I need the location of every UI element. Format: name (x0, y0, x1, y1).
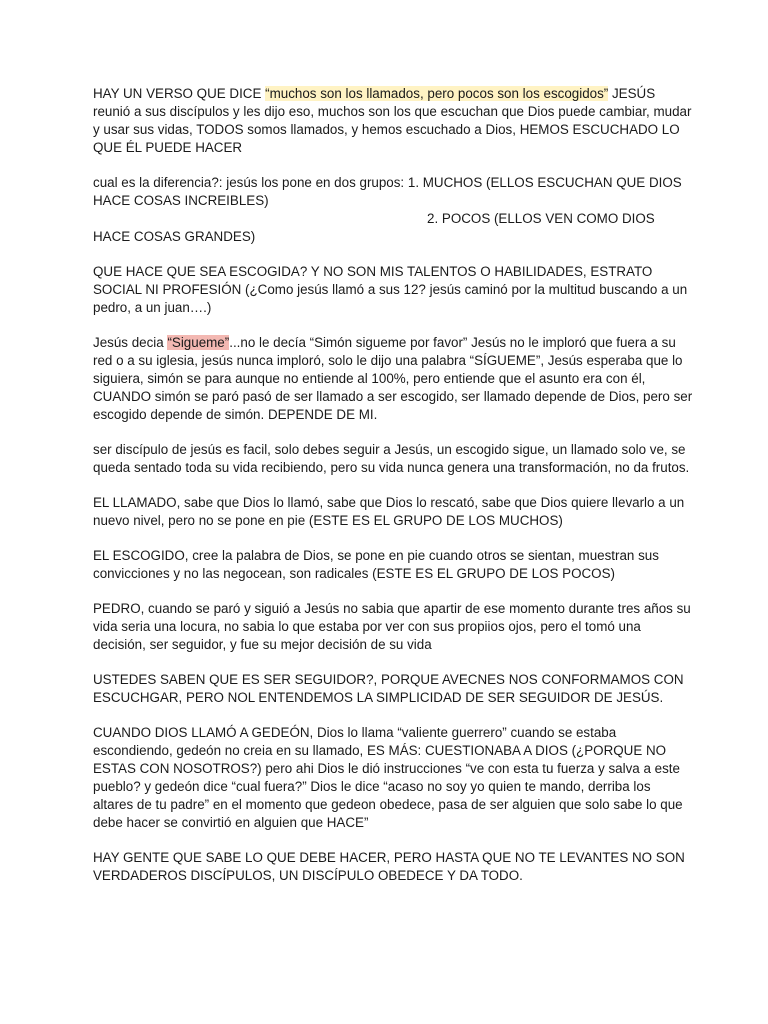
paragraph-text: HAY UN VERSO QUE DICE (93, 86, 266, 101)
highlighted-quote: “muchos son los llamados, pero pocos son los escogidos” (265, 86, 609, 101)
paragraph-text: cual es la diferencia?: jesús los pone en dos grupos: 1. MUCHOS (ELLOS ESCUCHAN QUE DIOS HACE COSAS INCREIBLES) (93, 175, 682, 208)
paragraph-text: JESÚS reunió a sus discípulos y les dijo eso, muchos son los que escuchan que Dios puede cambiar, mudar y usar sus vidas, TODOS somos llamados, y hemos escuchado a Dios, HEMOS ESCUCHADO LO QUE ÉL PUEDE HACER (93, 86, 692, 155)
indented-line: 2. POCOS (ELLOS VEN COMO DIOS (427, 211, 655, 226)
highlighted-quote: “Sigueme” (167, 335, 230, 350)
paragraph-gedeon: CUANDO DIOS LLAMÓ A GEDEÓN, Dios lo llama “valiente guerrero” cuando se estaba escondiendo, gedeón no creia en su llamado, ES MÁS: CUESTIONABA A DIOS (¿PORQUE NO ESTAS CON NOSOTROS?) pero ahi Dios le dió instrucciones “ve con esta tu fuerza y salva a este pueblo? y gedeón dice “cual fuera?” Dios le dice “acaso no soy yo quien te mando, derriba los altares de tu padre” en el momento que gedeon obedece, pasa de ser alguien que solo sabe lo que debe hacer se convirtió en alguien que HACE” (93, 725, 683, 830)
paragraph-text: ...no le decía “Simón sigueme por favor” Jesús no le imploró que fuera a su red o a su iglesia, jesús nunca imploró, solo le dijo una palabra “SÍGUEME”, Jesús esperaba que lo siguiera, simón se para aunque no entiende al 100%, pero entiende que el asunto era con él, CUANDO simón se paró pasó de ser llamado a ser escogido, ser llamado depende de Dios, pero ser escogido depende de simón. DEPENDE DE MI. (93, 335, 693, 422)
paragraph-text: Jesús decia (93, 335, 168, 350)
paragraph-verse (93, 85, 693, 157)
document-body (93, 85, 693, 902)
paragraph-closing: HAY GENTE QUE SABE LO QUE DEBE HACER, PERO HASTA QUE NO TE LEVANTES NO SON VERDADEROS DISCÍPULOS, UN DISCÍPULO OBEDECE Y DA TODO. (93, 850, 685, 883)
paragraph-chosen: EL ESCOGIDO, cree la palabra de Dios, se pone en pie cuando otros se sientan, muestran sus convicciones y no las negocean, son radicales (ESTE ES EL GRUPO DE LOS POCOS) (93, 548, 659, 581)
paragraph-called: EL LLAMADO, sabe que Dios lo llamó, sabe que Dios lo rescató, sabe que Dios quiere llevarlo a un nuevo nivel, pero no se pone en pie (ESTE ES EL GRUPO DE LOS MUCHOS) (93, 495, 685, 528)
paragraph-disciple: ser discípulo de jesús es facil, solo debes seguir a Jesús, un escogido sigue, un llamado solo ve, se queda sentado toda su vida recibiendo, pero su vida nunca genera una transformación, no da frutos. (93, 442, 690, 475)
paragraph-follow-me (93, 334, 693, 424)
paragraph-text: HACE COSAS GRANDES) (93, 229, 256, 244)
paragraph-follower: USTEDES SABEN QUE ES SER SEGUIDOR?, PORQUE AVECNES NOS CONFORMAMOS CON ESCUCHGAR, PERO NOL ENTENDEMOS LA SIMPLICIDAD DE SER SEGUIDOR DE JESÚS. (93, 672, 684, 705)
paragraph-chosen-question: QUE HACE QUE SEA ESCOGIDA? Y NO SON MIS TALENTOS O HABILIDADES, ESTRATO SOCIAL NI PROFESIÓN (¿Como jesús llamó a sus 12? jesús caminó por la multitud buscando a un pedro, a un juan….) (93, 264, 688, 315)
paragraph-pedro: PEDRO, cuando se paró y siguió a Jesús no sabia que apartir de ese momento durante tres años su vida seria una locura, no sabia lo que estaba por ver con sus propiios ojos, pero el tomó una decisión, ser seguidor, y fue su mejor decisión de su vida (93, 601, 691, 652)
paragraph-groups (93, 174, 693, 246)
